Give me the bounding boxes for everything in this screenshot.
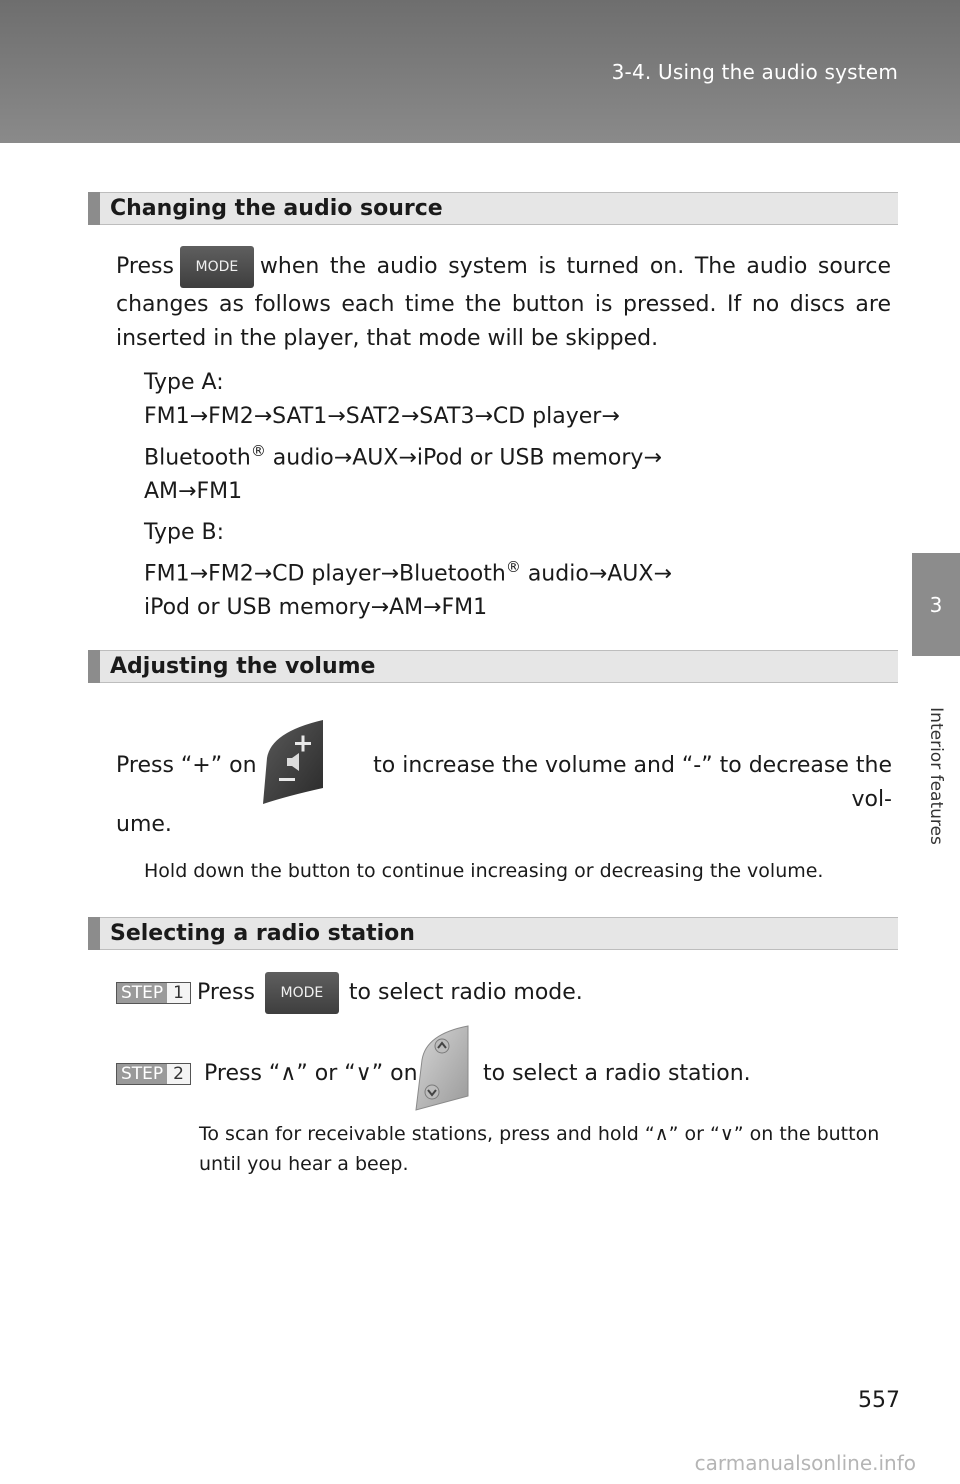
step-number: 1 [173, 983, 184, 1003]
step-number: 2 [173, 1064, 184, 1084]
section-heading-volume [88, 650, 898, 683]
section-heading-radio [88, 917, 898, 950]
type-a-label: Type A: [144, 370, 224, 395]
registered-mark-b: ® [505, 558, 521, 576]
type-a-line-2-rest: audio→AUX→iPod or USB memory→ [265, 445, 662, 471]
step-label: STEP [117, 983, 167, 1003]
chapter-tab-text: Interior features [926, 707, 946, 845]
volume-switch-icon [257, 718, 327, 806]
bluetooth-text: Bluetooth [144, 445, 251, 471]
type-a-line-1: FM1→FM2→SAT1→SAT2→SAT3→CD player→ [144, 404, 620, 429]
seek-switch-icon [410, 1024, 472, 1112]
step-2-text-before-wrap [116, 1057, 418, 1091]
text-inserted-line: inserted in the player, that mode will be skipped. [116, 326, 659, 351]
radio-note-line-1: To scan for receivable stations, press and hold “∧” or “∨” on the button [199, 1123, 880, 1145]
volume-note: Hold down the button to continue increasing or decreasing the volume. [144, 860, 824, 882]
step-2-badge [116, 1063, 191, 1085]
type-b-block [144, 516, 884, 625]
volume-text-after: to increase the volume and “-” to decrease the vol- [373, 753, 892, 812]
audio-source-paragraph [116, 246, 891, 356]
type-b-line-2: iPod or USB memory→AM→FM1 [144, 595, 488, 621]
step-1-badge [116, 982, 191, 1004]
section-heading-audio-source [88, 192, 898, 225]
type-b-label: Type B: [144, 520, 225, 545]
radio-note [199, 1119, 899, 1179]
step-1-text-before: Press [197, 980, 255, 1005]
volume-text-before: Press “+” on [116, 753, 257, 778]
type-b-line-1-rest: audio→AUX→ [520, 561, 672, 587]
mode-button-icon: MODE [180, 246, 254, 288]
text-changes-line: changes as follows each time the button is pressed. If no discs are [116, 292, 891, 317]
radio-note-line-2: until you hear a beep. [199, 1153, 409, 1175]
step-2-text-after: to select a radio station. [483, 1061, 751, 1086]
side-rail [912, 143, 960, 553]
step-1-row [116, 972, 583, 1014]
chapter-tab-label [912, 656, 960, 896]
section-title: Selecting a radio station [110, 921, 415, 946]
type-b-line-1 [144, 550, 884, 591]
step-label: STEP [117, 1064, 167, 1084]
footer-watermark-url[interactable]: carmanualsonline.info [694, 1451, 916, 1475]
type-a-block [144, 366, 884, 509]
header-title: 3-4. Using the audio system [611, 60, 898, 84]
step-1-text-after: to select radio mode. [348, 980, 583, 1005]
mode-button-icon: MODE [265, 972, 339, 1014]
section-title: Adjusting the volume [110, 654, 376, 679]
section-title: Changing the audio source [110, 196, 443, 221]
type-a-line-2 [144, 434, 884, 475]
type-a-line-3: AM→FM1 [144, 479, 243, 505]
step-2-text-before: Press “∧” or “∨” on [204, 1061, 418, 1086]
page-header [0, 0, 960, 143]
text-audio-system-on: when the audio system is turned on. The audio source [259, 254, 891, 279]
type-b-line-1-start: FM1→FM2→CD player→Bluetooth [144, 561, 506, 587]
page-number: 557 [858, 1388, 900, 1413]
volume-text-end: ume. [116, 812, 172, 837]
text-press: Press [116, 254, 174, 279]
registered-mark: ® [250, 442, 266, 460]
chapter-tab-number: 3 [912, 553, 960, 656]
